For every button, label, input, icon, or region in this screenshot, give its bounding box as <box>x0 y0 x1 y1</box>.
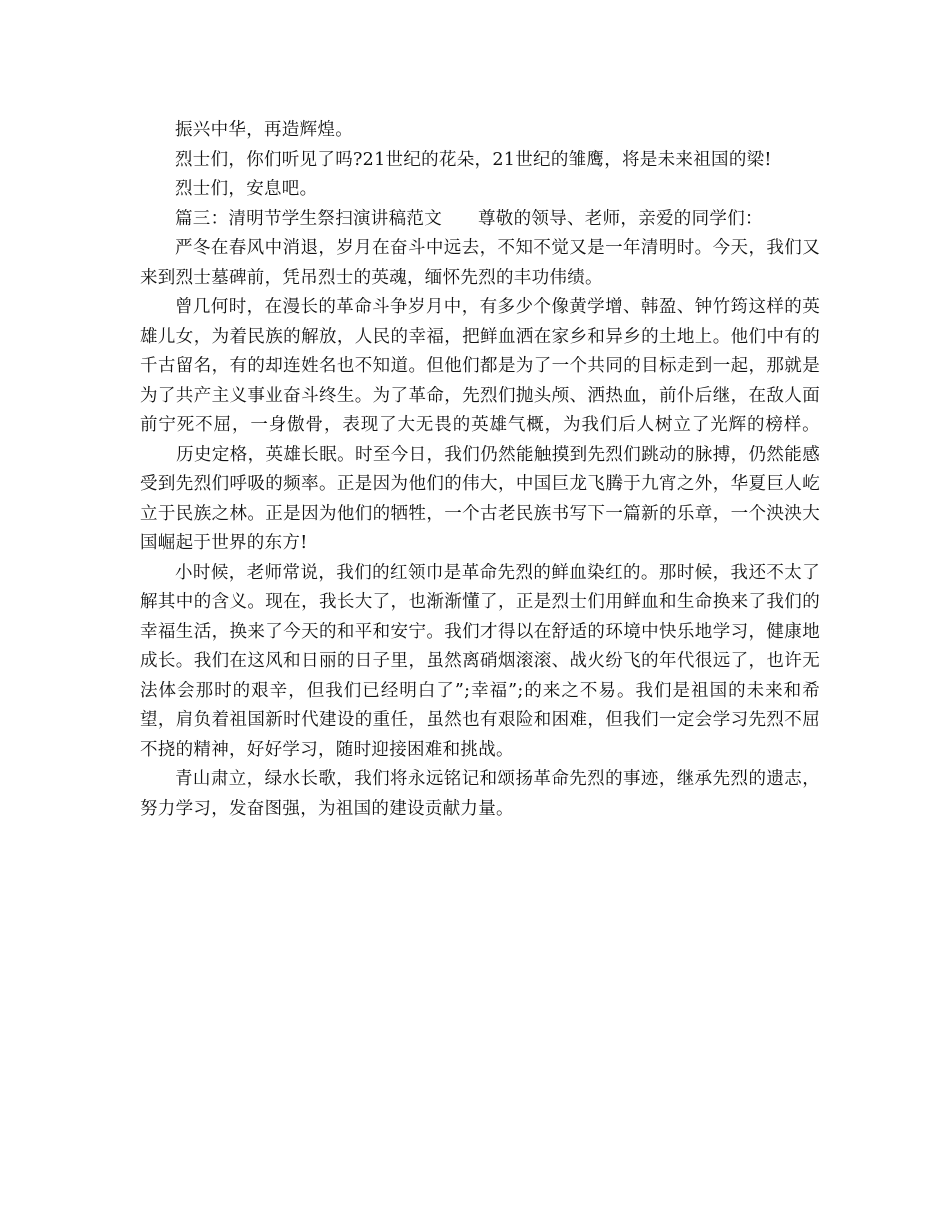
paragraph: 烈士们，你们听见了吗?21世纪的花朵，21世纪的雏鹰，将是未来祖国的梁! <box>175 149 772 170</box>
paragraph-text: 曾几何时，在漫长的革命斗争岁月中，有多少个像黄学增、韩盈、钟竹筠这样的英雄儿女，为着民族的解放，人民的幸福，把鲜血洒在家乡和异乡的土地上。他们中有的千古留名，有的却连姓名也不知道。但他们都是为了一个共同的目标走到一起，那就是为了共产主义事业奋斗终生。为了革命，先烈们抛头颅、洒热血，前仆后继，在敌人面前宁死不屈，一身傲骨，表现了大无畏的英雄气概，为我们后人树立了光辉的榜样。 <box>140 297 820 435</box>
salutation: 尊敬的领导、老师，亲爱的同学们： <box>478 208 763 229</box>
paragraph: 烈士们，安息吧。 <box>175 179 318 199</box>
section-title: 篇三：清明节学生祭扫演讲稿范文 <box>175 208 442 229</box>
document-body <box>140 116 820 824</box>
paragraph: 青山肃立，绿水长歌，我们将永远铭记和颂扬革命先烈的事迹，继承先烈的遗志，努力学习，发奋图强，为祖国的建设贡献力量。 <box>140 769 820 819</box>
paragraph: 严冬在春风中消退，岁月在奋斗中远去，不知不觉又是一年清明时。今天，我们又来到烈士墓碑前，凭吊烈士的英魂，缅怀先烈的丰功伟绩。 <box>140 238 820 288</box>
paragraph-text: 历史定格，英雄长眠。时至今日，我们仍然能触摸到先烈们跳动的脉搏，仍然能感受到先烈们呼吸的频率。正是因为他们的伟大，中国巨龙飞腾于九宵之外，华夏巨人屹立于民族之林。正是因为他们的牺牲，一个古老民族书写下一篇新的乐章，一个泱泱大国崛起于世界的东方! <box>140 444 820 553</box>
section-heading-line <box>140 205 820 235</box>
paragraph <box>140 293 820 559</box>
paragraph: 小时候，老师常说，我们的红领巾是革命先烈的鲜血染红的。那时候，我还不太了解其中的含义。现在，我长大了，也渐渐懂了，正是烈士们用鲜血和生命换来了我们的幸福生活，换来了今天的和平和安宁。我们才得以在舒适的环境中快乐地学习，健康地成长。我们在这风和日丽的日子里，虽然离硝烟滚滚、战火纷飞的年代很远了，也许无法体会那时的艰辛，但我们已经明白了”;幸福”;的来之不易。我们是祖国的未来和希望，肩负着祖国新时代建设的重任，虽然也有艰险和困难，但我们一定会学习先烈不屈不挠的精神，好好学习，随时迎接困难和挑战。 <box>140 562 820 760</box>
paragraph: 振兴中华，再造辉煌。 <box>175 120 353 140</box>
